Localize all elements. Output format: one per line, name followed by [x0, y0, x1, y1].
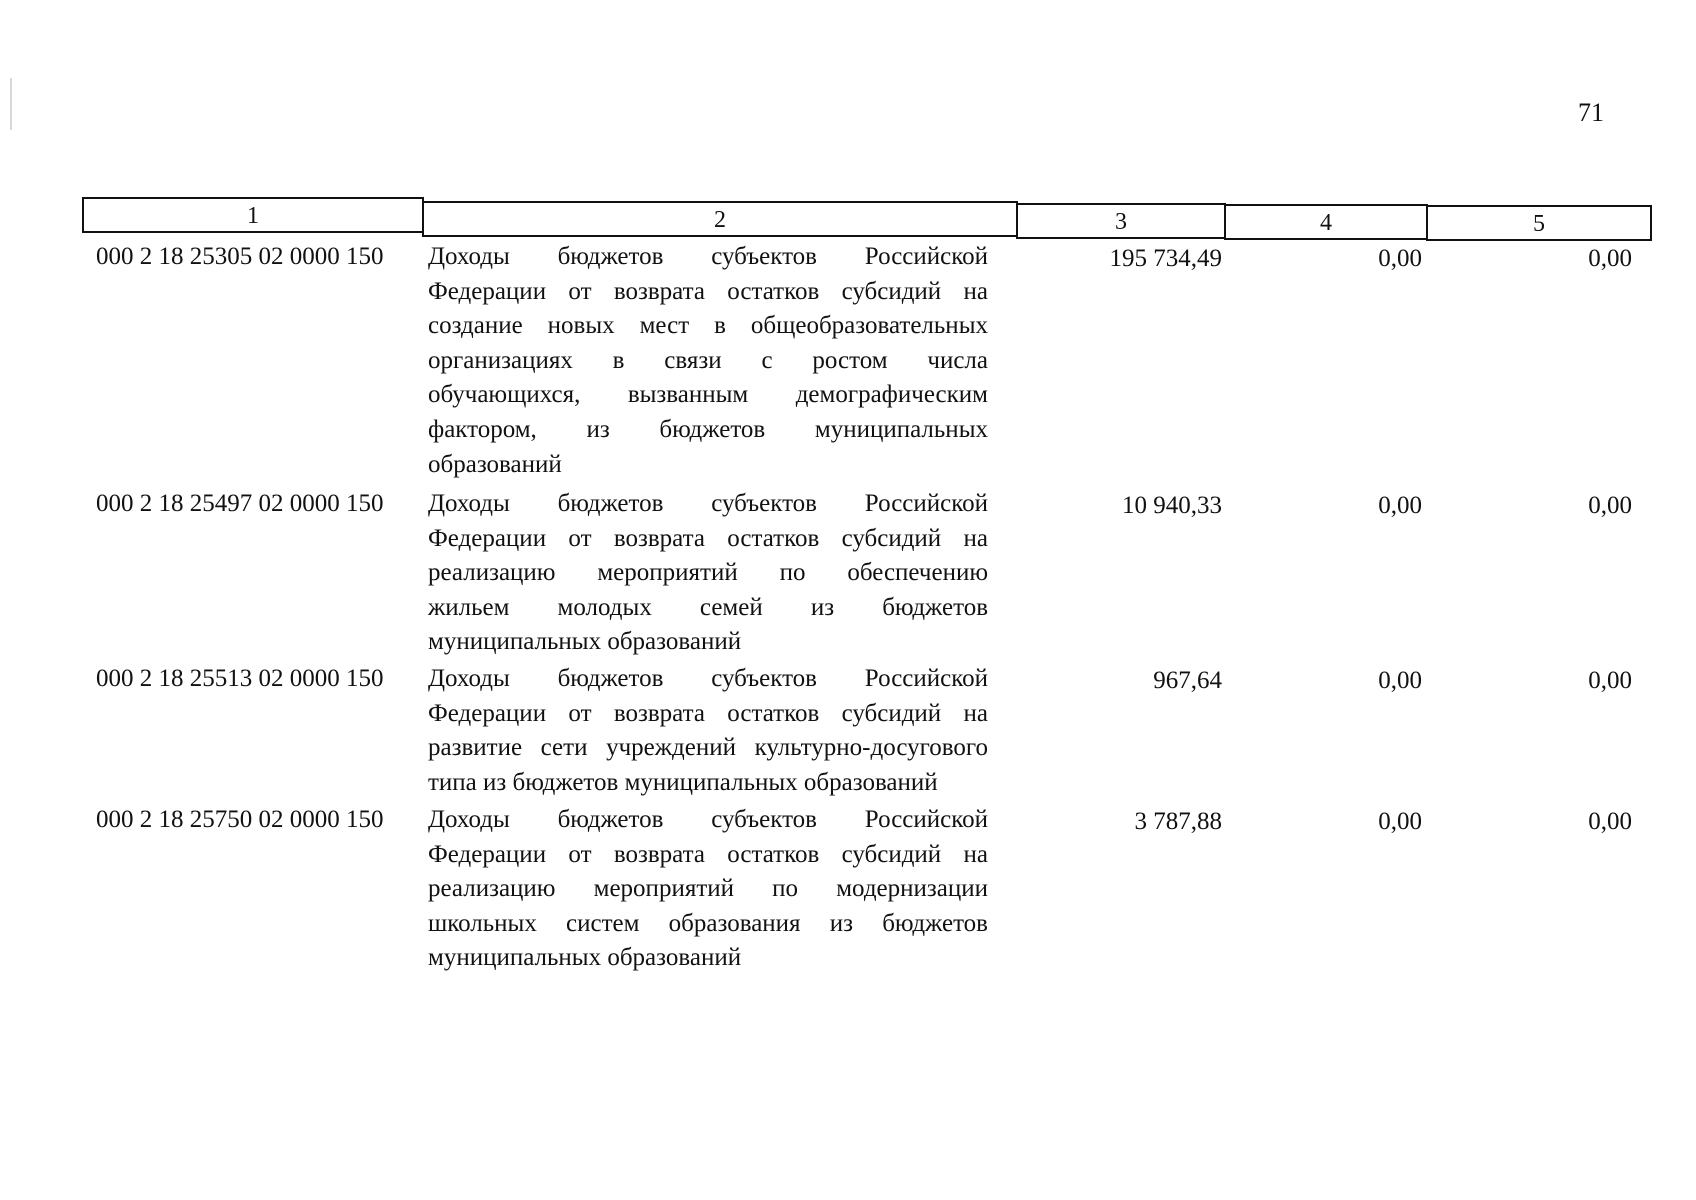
description-line: муниципальных образований [428, 628, 742, 656]
table-header-row [82, 197, 1648, 239]
description-line: Федерации от возврата остатков субсидий на [428, 524, 988, 552]
income-description [428, 240, 988, 482]
header-cell-2: 2 [422, 201, 1018, 237]
amount-col5: 0,00 [1588, 492, 1632, 519]
description-line: образований [428, 450, 562, 478]
budget-code: 000 2 18 25750 02 0000 150 [96, 806, 384, 833]
page-number: 71 [1578, 98, 1604, 127]
description-line: Доходы бюджетов субъектов Российской [428, 806, 988, 833]
description-line: муниципальных образований [428, 944, 742, 972]
description-line: Доходы бюджетов субъектов Российской [428, 243, 988, 270]
description-line: типа из бюджетов муниципальных образований [428, 768, 938, 796]
description-line: Федерации от возврата остатков субсидий на [428, 277, 988, 305]
description-line: фактором, из бюджетов муниципальных [428, 415, 988, 443]
amount-col4: 0,00 [1378, 492, 1422, 519]
amount-col5: 0,00 [1588, 808, 1632, 835]
description-line: Федерации от возврата остатков субсидий на [428, 699, 988, 727]
description-line: реализацию мероприятий по модернизации [428, 875, 988, 903]
header-cell-5: 5 [1426, 205, 1652, 241]
budget-code: 000 2 18 25497 02 0000 150 [96, 490, 384, 517]
amount-col3: 967,64 [1153, 667, 1222, 694]
description-line: создание новых мест в общеобразовательных [428, 312, 988, 340]
header-cell-1: 1 [82, 197, 424, 233]
amount-col4: 0,00 [1378, 245, 1422, 272]
amount-col5: 0,00 [1588, 667, 1632, 694]
description-line: реализацию мероприятий по обеспечению [428, 559, 988, 587]
amount-col4: 0,00 [1378, 667, 1422, 694]
scan-margin-mark [10, 78, 12, 130]
description-line: школьных систем образования из бюджетов [428, 909, 988, 937]
description-line: обучающихся, вызванным демографическим [428, 381, 988, 409]
income-description [428, 662, 988, 800]
description-line: организациях в связи с ростом числа [428, 346, 988, 374]
income-description [428, 487, 988, 660]
description-line: Доходы бюджетов субъектов Российской [428, 665, 988, 692]
amount-col5: 0,00 [1588, 245, 1632, 272]
budget-code: 000 2 18 25513 02 0000 150 [96, 665, 384, 692]
header-cell-4: 4 [1224, 204, 1428, 240]
amount-col3: 10 940,33 [1122, 492, 1222, 519]
description-line: развитие сети учреждений культурно-досугового [428, 734, 988, 762]
description-line: Доходы бюджетов субъектов Российской [428, 490, 988, 517]
description-line: жильем молодых семей из бюджетов [428, 593, 988, 621]
header-cell-3: 3 [1016, 203, 1226, 239]
budget-code: 000 2 18 25305 02 0000 150 [96, 243, 384, 270]
amount-col3: 3 787,88 [1134, 808, 1222, 835]
description-line: Федерации от возврата остатков субсидий на [428, 840, 988, 868]
amount-col4: 0,00 [1378, 808, 1422, 835]
income-description [428, 803, 988, 976]
amount-col3: 195 734,49 [1109, 245, 1222, 272]
